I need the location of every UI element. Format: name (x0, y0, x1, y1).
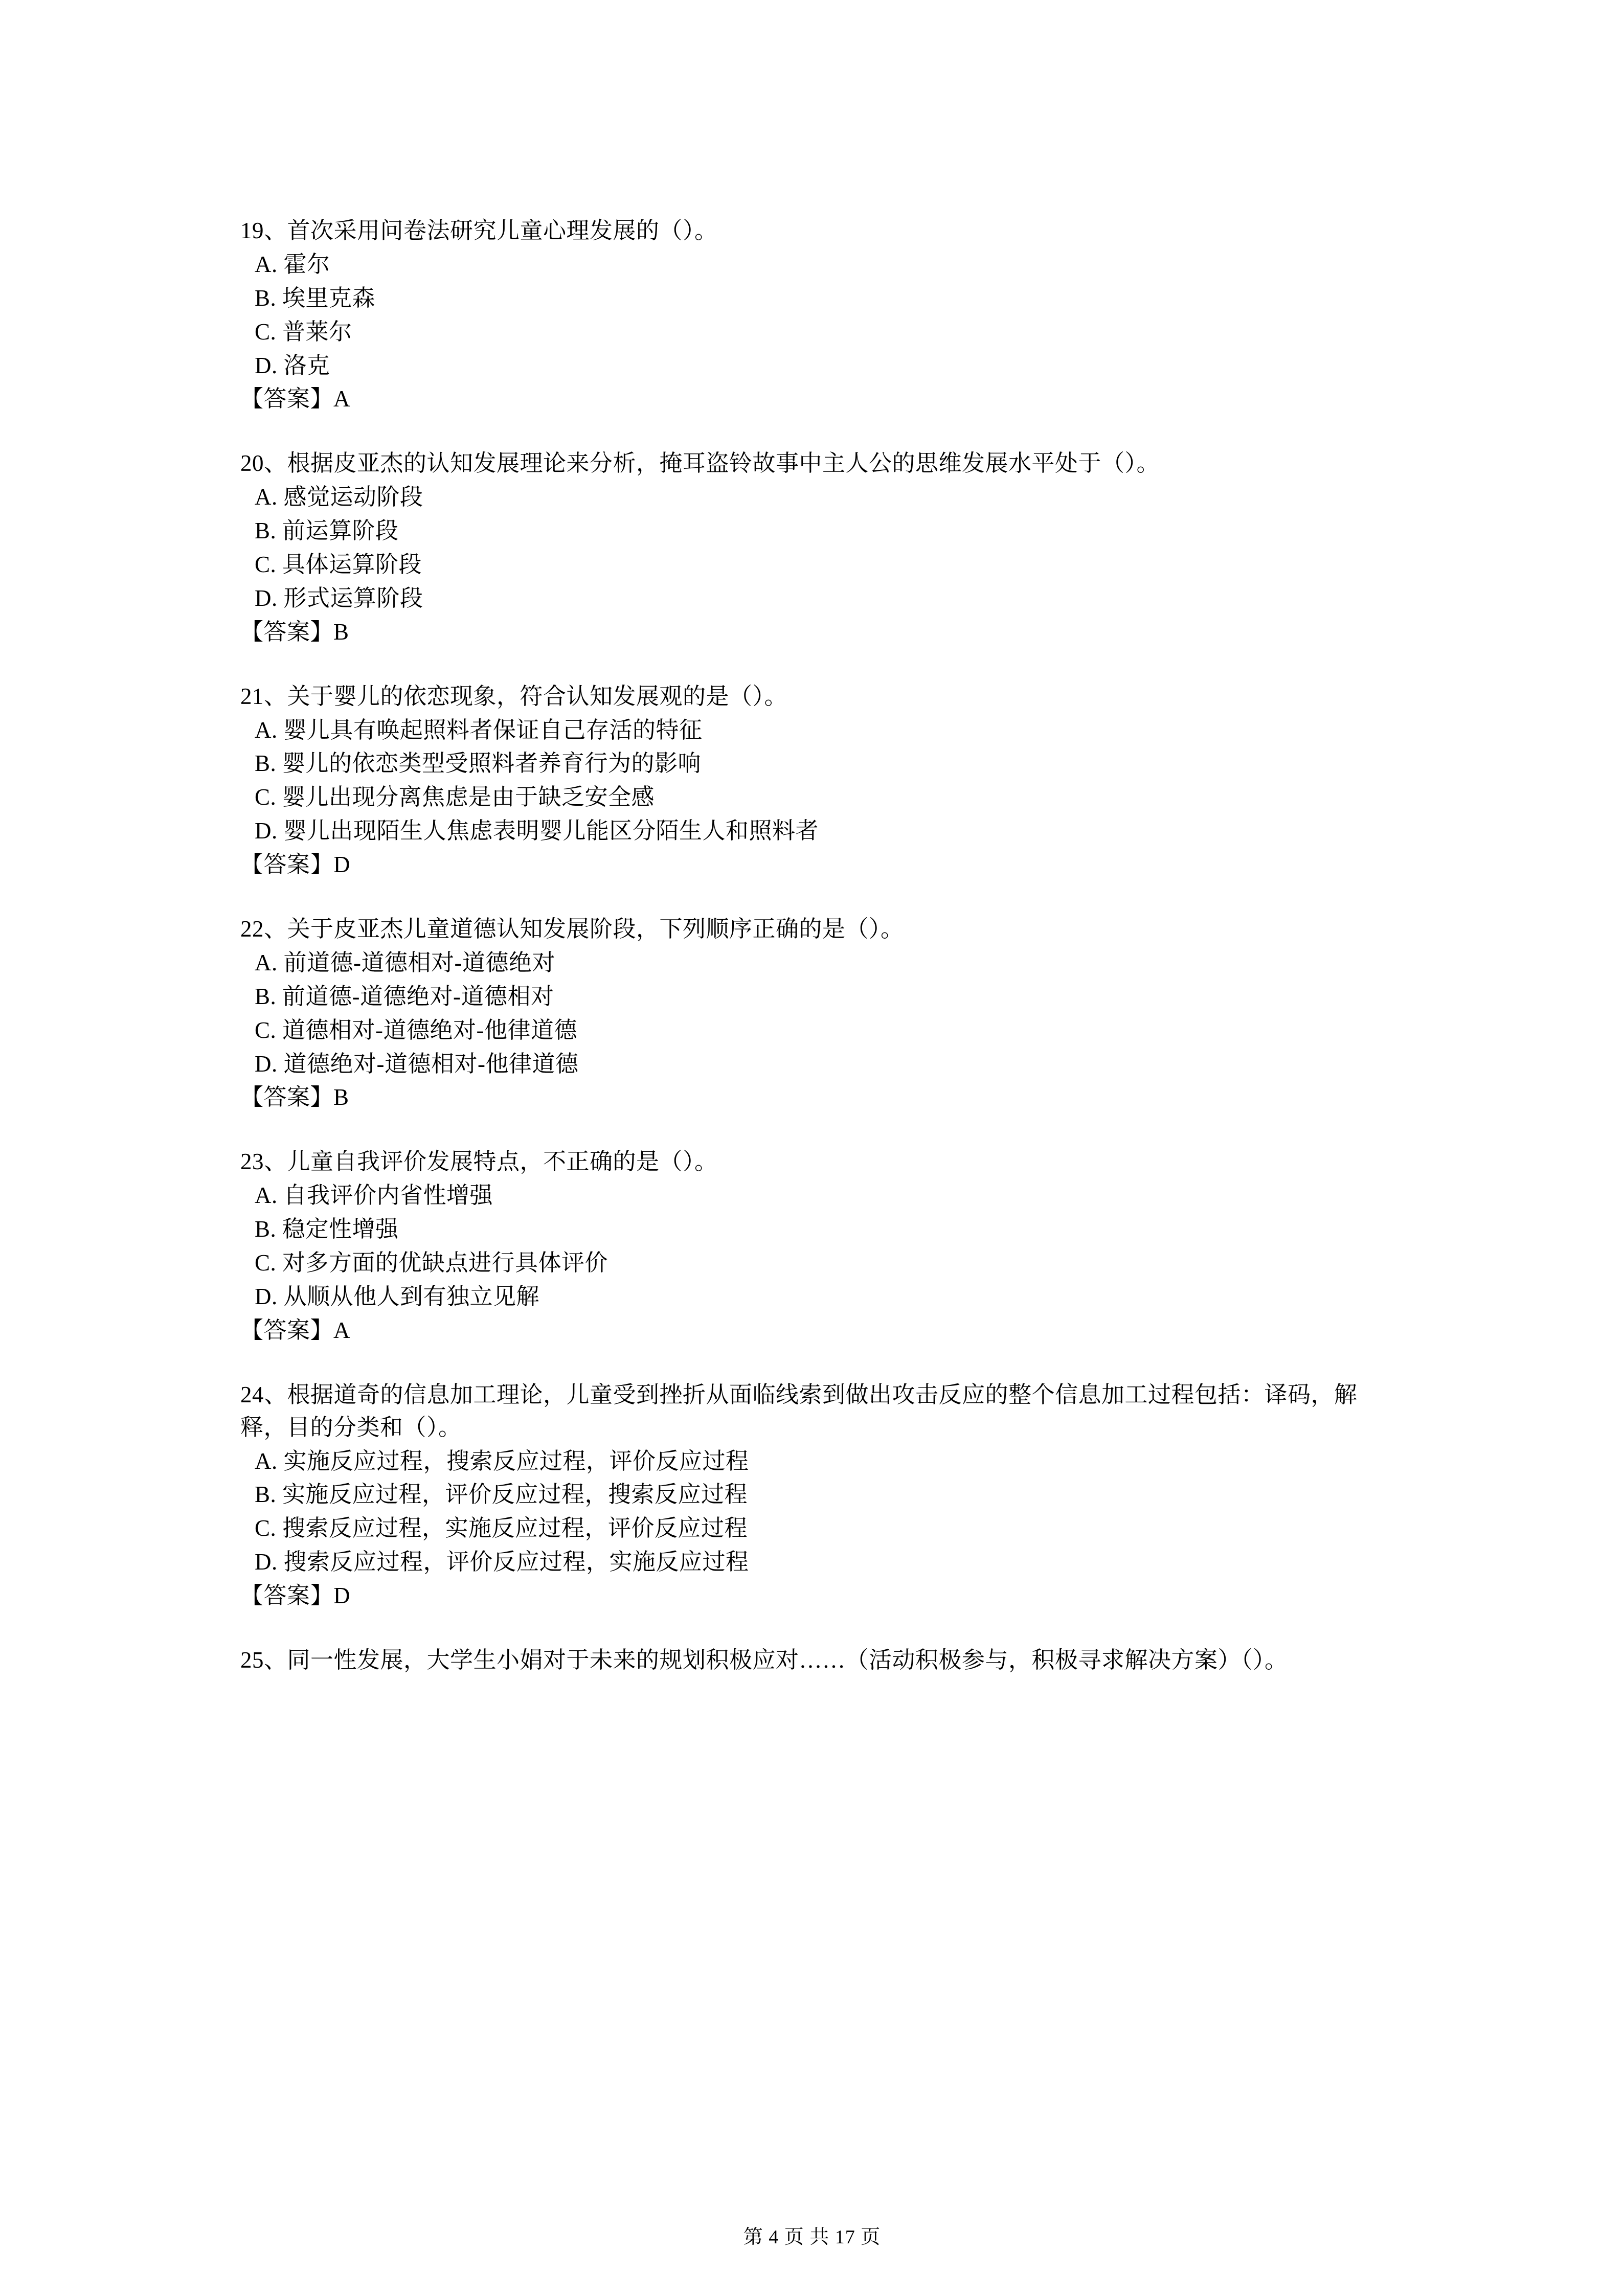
question-stem: 22、关于皮亚杰儿童道德认知发展阶段，下列顺序正确的是（）。 (240, 916, 904, 942)
question-option: C. 对多方面的优缺点进行具体评价 (255, 1250, 608, 1276)
question-answer: 【答案】A (240, 386, 350, 412)
question-stem: 25、同一性发展，大学生小娟对于未来的规划积极应对……（活动积极参与，积极寻求解决方案）（）。 (240, 1647, 1288, 1673)
question-option: D. 洛克 (255, 352, 330, 378)
question-block (240, 680, 1391, 881)
question-block (240, 1644, 1391, 1677)
question-block (240, 215, 1391, 416)
question-option: B. 婴儿的依恋类型受照料者养育行为的影响 (255, 751, 702, 777)
question-option: D. 婴儿出现陌生人焦虑表明婴儿能区分陌生人和照料者 (255, 818, 819, 844)
question-answer: 【答案】D (240, 1583, 350, 1609)
question-option: D. 形式运算阶段 (255, 585, 423, 611)
question-block (240, 1146, 1391, 1347)
question-option: C. 搜索反应过程，实施反应过程，评价反应过程 (255, 1515, 748, 1541)
question-option: D. 道德绝对-道德相对-他律道德 (255, 1051, 579, 1077)
question-answer: 【答案】B (240, 1084, 349, 1110)
question-stem: 23、儿童自我评价发展特点，不正确的是（）。 (240, 1149, 718, 1175)
question-option: A. 实施反应过程，搜索反应过程，评价反应过程 (255, 1448, 749, 1474)
question-option: A. 感觉运动阶段 (255, 484, 423, 510)
question-option: B. 实施反应过程，评价反应过程，搜索反应过程 (255, 1482, 748, 1508)
question-stem: 20、根据皮亚杰的认知发展理论来分析，掩耳盗铃故事中主人公的思维发展水平处于（）。 (240, 450, 1160, 476)
question-option: A. 婴儿具有唤起照料者保证自己存活的特征 (255, 717, 703, 743)
question-option: A. 自我评价内省性增强 (255, 1183, 493, 1209)
question-stem: 19、首次采用问卷法研究儿童心理发展的（）。 (240, 218, 718, 243)
page-footer: 第 4 页 共 17 页 (743, 2226, 881, 2248)
question-stem: 24、根据道奇的信息加工理论，儿童受到挫折从面临线索到做出攻击反应的整个信息加工过程包括：译码，解释，目的分类和（）。 (240, 1381, 1358, 1440)
page-content (240, 215, 1391, 1677)
question-option: B. 前道德-道德绝对-道德相对 (255, 983, 554, 1009)
question-block (240, 447, 1391, 648)
question-option: A. 前道德-道德相对-道德绝对 (255, 949, 555, 975)
question-option: C. 婴儿出现分离焦虑是由于缺乏安全感 (255, 784, 655, 810)
question-block (240, 1379, 1391, 1612)
question-option: C. 普莱尔 (255, 319, 352, 345)
question-answer: 【答案】B (240, 619, 349, 645)
question-stem: 21、关于婴儿的依恋现象，符合认知发展观的是（）。 (240, 683, 788, 709)
question-option: C. 具体运算阶段 (255, 552, 422, 578)
question-option: B. 稳定性增强 (255, 1216, 399, 1242)
question-option: B. 前运算阶段 (255, 518, 399, 544)
question-option: D. 从顺从他人到有独立见解 (255, 1283, 539, 1309)
question-option: B. 埃里克森 (255, 285, 376, 311)
question-option: A. 霍尔 (255, 251, 330, 277)
question-answer: 【答案】D (240, 852, 350, 878)
question-block (240, 913, 1391, 1114)
question-option: C. 道德相对-道德绝对-他律道德 (255, 1017, 577, 1043)
question-option: D. 搜索反应过程，评价反应过程，实施反应过程 (255, 1549, 749, 1575)
question-answer: 【答案】A (240, 1317, 350, 1343)
